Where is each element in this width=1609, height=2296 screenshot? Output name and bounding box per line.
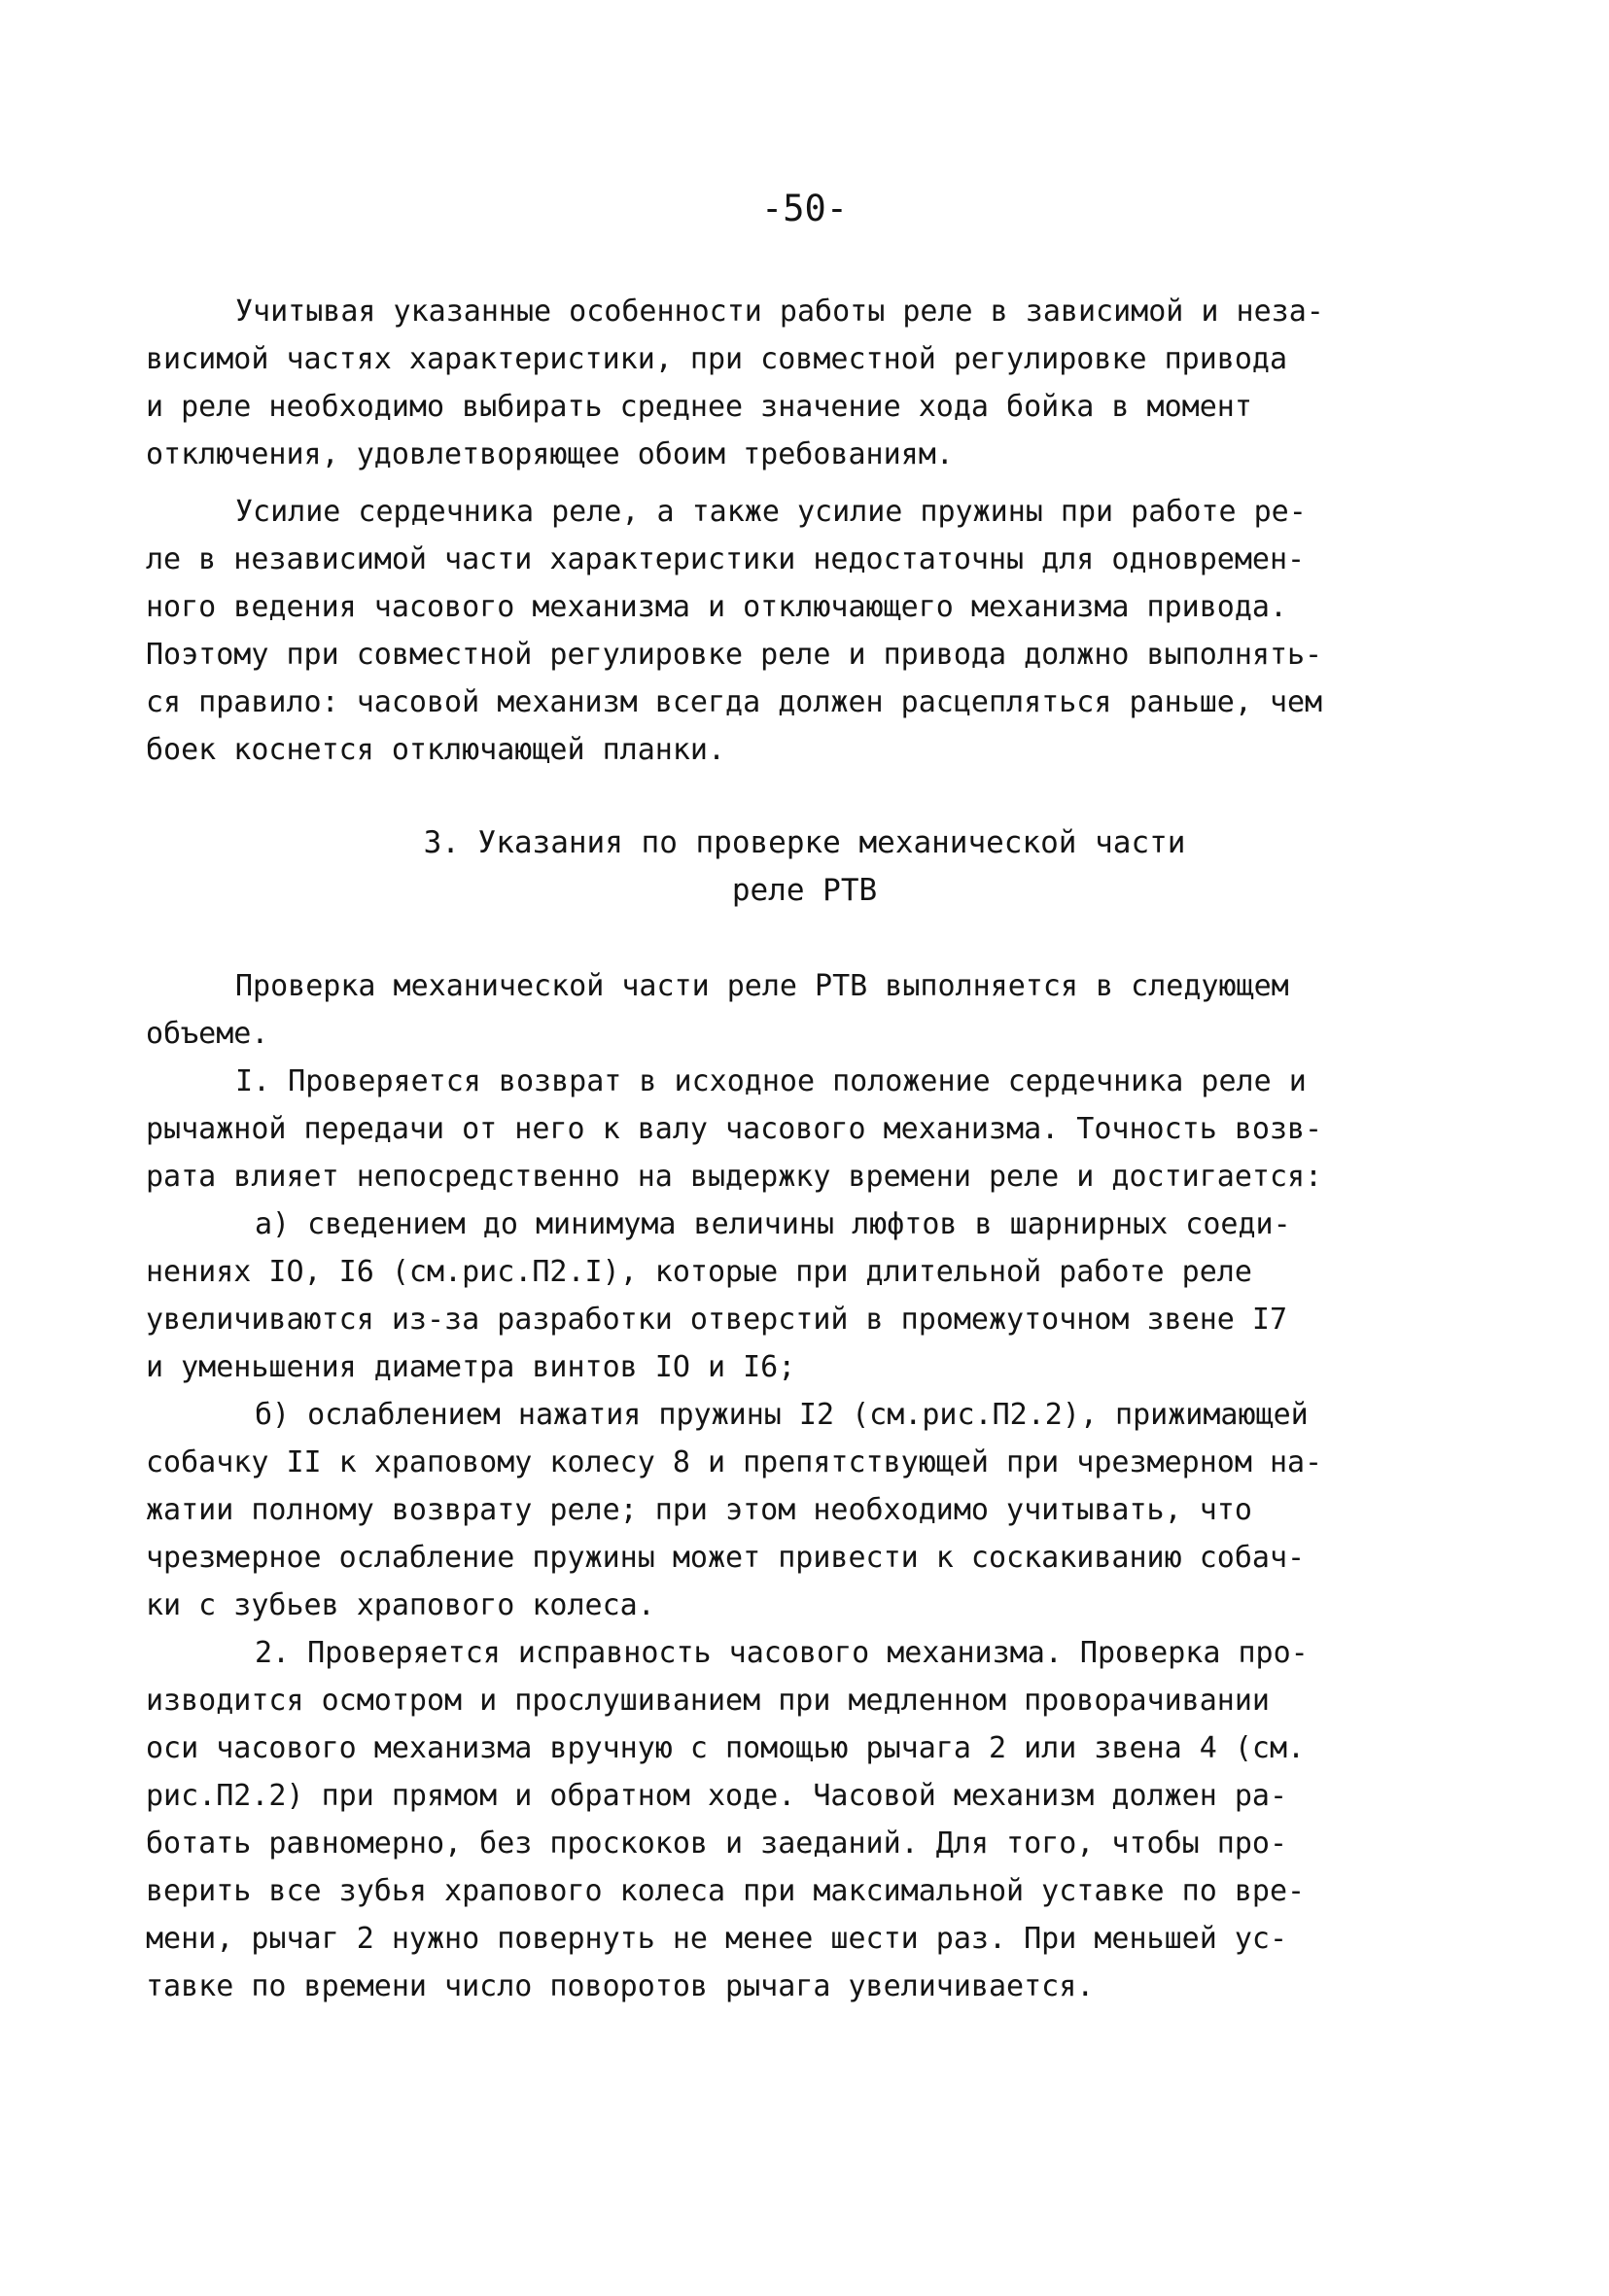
text-line: верить все зубья храпового колеса при максимальной уставке по вре- <box>146 1874 1306 1908</box>
text-line: I. Проверяется возврат в исходное положение сердечника реле и <box>235 1064 1307 1098</box>
text-line: 2. Проверяется исправность часового механизма. Проверка про- <box>255 1636 1309 1670</box>
list-item-1 <box>146 1058 1453 1200</box>
text-line: боек коснется отключающей планки. <box>146 733 726 767</box>
text-line: чрезмерное ослабление пружины может привести к соскакиванию собач- <box>146 1541 1306 1575</box>
text-line: б) ослаблением нажатия пружины I2 (см.рис.П2.2), прижимающей <box>255 1398 1309 1432</box>
text-line: тавке по времени число поворотов рычага увеличивается. <box>146 1969 1095 2003</box>
text-line: рис.П2.2) при прямом и обратном ходе. Часовой механизм должен ра- <box>146 1779 1287 1813</box>
paragraph-check-scope <box>146 962 1453 1058</box>
text-line: а) сведением до минимума величины люфтов в шарнирных соеди- <box>255 1207 1291 1241</box>
text-line: Проверка механической части реле РТВ выполняется в следующем <box>235 969 1289 1003</box>
text-line: Поэтому при совместной регулировке реле и привода должно выполнять- <box>146 638 1323 672</box>
page-number: -50- <box>760 188 849 229</box>
text-line: объеме. <box>146 1017 269 1051</box>
section-heading-line: реле РТВ <box>731 873 878 908</box>
text-line: отключения, удовлетворяющее обоим требованиям. <box>146 437 954 471</box>
list-item-2 <box>146 1629 1453 2010</box>
text-line: и реле необходимо выбирать среднее значение хода бойка в момент <box>146 390 1252 424</box>
text-line: и уменьшения диаметра винтов IO и I6; <box>146 1350 796 1384</box>
text-line: оси часового механизма вручную с помощью рычага 2 или звена 4 (см. <box>146 1731 1306 1765</box>
list-item-1a <box>146 1200 1453 1391</box>
text-line: ки с зубьев храпового колеса. <box>146 1588 655 1622</box>
text-line: ного ведения часового механизма и отключающего механизма привода. <box>146 590 1287 624</box>
section-heading <box>0 819 1609 915</box>
section-heading-line: 3. Указания по проверке механической части <box>423 825 1186 860</box>
text-line: рычажной передачи от него к валу часового механизма. Точность возв- <box>146 1112 1323 1146</box>
text-line: ботать равномерно, без проскоков и заеданий. Для того, чтобы про- <box>146 1826 1287 1861</box>
text-line: изводится осмотром и прослушиванием при медленном проворачивании <box>146 1684 1270 1718</box>
text-line: увеличиваются из-за разработки отверстий в промежуточном звене I7 <box>146 1303 1287 1337</box>
paragraph-core-force <box>146 488 1453 774</box>
text-line: жатии полному возврату реле; при этом необходимо учитывать, что <box>146 1493 1252 1527</box>
paragraph-dependency-regulation <box>146 288 1453 478</box>
text-line: нениях IO, I6 (см.рис.П2.I), которые при длительной работе реле <box>146 1255 1252 1289</box>
text-line: Учитывая указанные особенности работы реле в зависимой и неза- <box>235 295 1324 329</box>
text-line: мени, рычаг 2 нужно повернуть не менее шести раз. При меньшей ус- <box>146 1922 1287 1956</box>
text-line: ле в независимой части характеристики недостаточны для одновремен- <box>146 542 1306 576</box>
text-line: Усилие сердечника реле, а также усилие пружины при работе ре- <box>235 495 1307 529</box>
text-line: собачку II к храповому колесу 8 и препятствующей при чрезмерном на- <box>146 1445 1323 1479</box>
text-line: висимой частях характеристики, при совместной регулировке привода <box>146 342 1287 376</box>
text-line: рата влияет непосредственно на выдержку времени реле и достигается: <box>146 1160 1323 1194</box>
list-item-1b <box>146 1391 1453 1629</box>
text-line: ся правило: часовой механизм всегда должен расцепляться раньше, чем <box>146 685 1323 719</box>
